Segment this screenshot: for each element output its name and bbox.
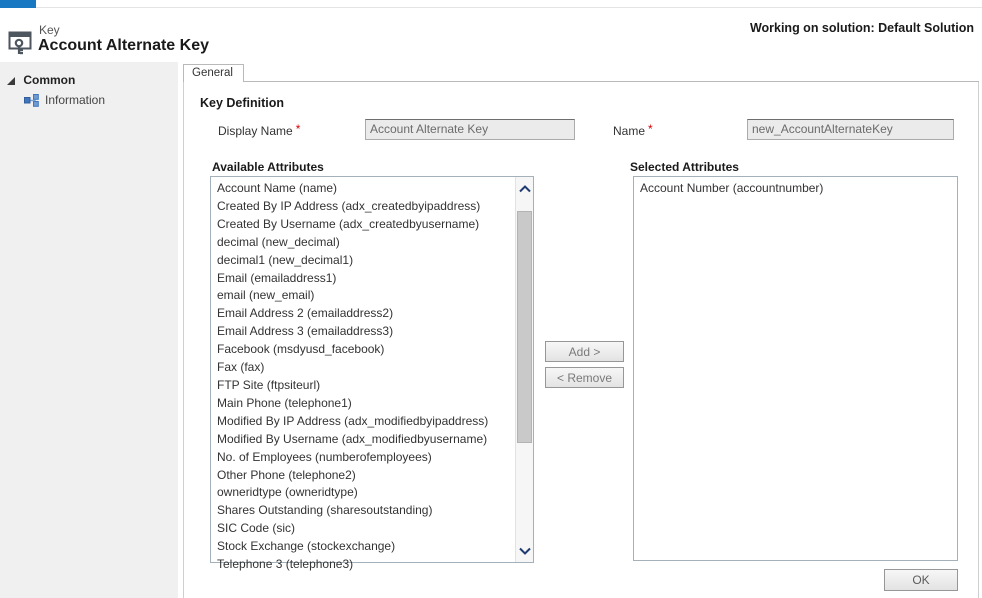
list-item[interactable]: decimal1 (new_decimal1) (217, 252, 354, 267)
list-item[interactable]: Created By IP Address (adx_createdbyipaddress) (217, 198, 481, 213)
working-on-solution-label: Working on solution: Default Solution (749, 21, 974, 35)
scrollbar[interactable] (515, 177, 533, 562)
selected-attributes-label: Selected Attributes (630, 160, 739, 174)
list-item[interactable]: Email (emailaddress1) (217, 270, 337, 285)
selected-attributes-listbox[interactable] (633, 176, 958, 561)
list-item[interactable]: owneridtype (owneridtype) (217, 485, 358, 500)
entity-type-label: Key (39, 23, 60, 37)
scrollbar-thumb[interactable] (517, 211, 532, 443)
list-item[interactable]: Account Name (name) (217, 181, 338, 195)
add-button[interactable]: Add > (545, 341, 624, 362)
available-attributes-label: Available Attributes (212, 160, 324, 174)
list-item[interactable]: Facebook (msdyusd_facebook) (217, 342, 385, 357)
tab-strip-rule (183, 81, 979, 82)
list-item[interactable]: Modified By Username (adx_modifiedbyusername) (217, 431, 488, 446)
list-item[interactable]: No. of Employees (numberofemployees) (217, 449, 432, 464)
list-item[interactable]: decimal (new_decimal) (217, 234, 340, 249)
display-name-label: Display Name * (218, 122, 301, 138)
ok-button[interactable]: OK (884, 569, 958, 591)
list-item[interactable]: Stock Exchange (stockexchange) (217, 539, 396, 554)
sidebar (0, 62, 178, 598)
remove-button[interactable]: < Remove (545, 367, 624, 388)
available-attributes-items (211, 177, 515, 572)
name-label: Name * (613, 122, 653, 138)
collapse-caret-icon (7, 77, 15, 85)
list-item[interactable]: Modified By IP Address (adx_modifiedbyipaddress) (217, 413, 489, 428)
list-item[interactable]: Shares Outstanding (sharesoutstanding) (217, 503, 433, 518)
required-asterisk: * (648, 122, 653, 136)
list-item[interactable]: Telephone 3 (telephone3) (217, 557, 354, 572)
information-icon (24, 94, 39, 107)
list-item[interactable]: Fax (fax) (217, 360, 265, 375)
list-item[interactable]: Created By Username (adx_createdbyusername) (217, 216, 480, 231)
list-item[interactable]: Email Address 3 (emailaddress3) (217, 324, 394, 339)
list-item[interactable]: FTP Site (ftpsiteurl) (217, 377, 321, 392)
display-name-field[interactable]: Account Alternate Key (365, 119, 575, 140)
top-divider (0, 7, 982, 8)
sidebar-item-label: Information (45, 93, 106, 107)
scroll-down-icon[interactable] (516, 539, 533, 562)
required-asterisk: * (295, 122, 301, 136)
scroll-up-icon[interactable] (516, 177, 533, 200)
sidebar-group-common[interactable] (7, 73, 75, 87)
list-item[interactable]: Main Phone (telephone1) (217, 395, 352, 410)
accent-bar (0, 0, 36, 8)
selected-attributes-items (634, 177, 957, 560)
tab-general[interactable]: General (183, 64, 244, 82)
list-item[interactable]: Email Address 2 (emailaddress2) (217, 306, 394, 321)
name-field[interactable]: new_AccountAlternateKey (747, 119, 954, 140)
page-title: Account Alternate Key (38, 37, 209, 54)
sidebar-group-label: Common (23, 73, 76, 87)
list-item[interactable]: SIC Code (sic) (217, 521, 296, 536)
panel-left-border (183, 64, 184, 598)
key-entity-icon (8, 27, 33, 56)
list-item[interactable]: Other Phone (telephone2) (217, 467, 356, 482)
section-title: Key Definition (200, 96, 285, 110)
available-attributes-listbox[interactable] (210, 176, 534, 572)
sidebar-item-information[interactable] (24, 93, 105, 107)
list-item[interactable]: email (new_email) (217, 288, 315, 303)
list-item[interactable]: Account Number (accountnumber) (640, 181, 824, 195)
panel-right-border (978, 81, 979, 598)
